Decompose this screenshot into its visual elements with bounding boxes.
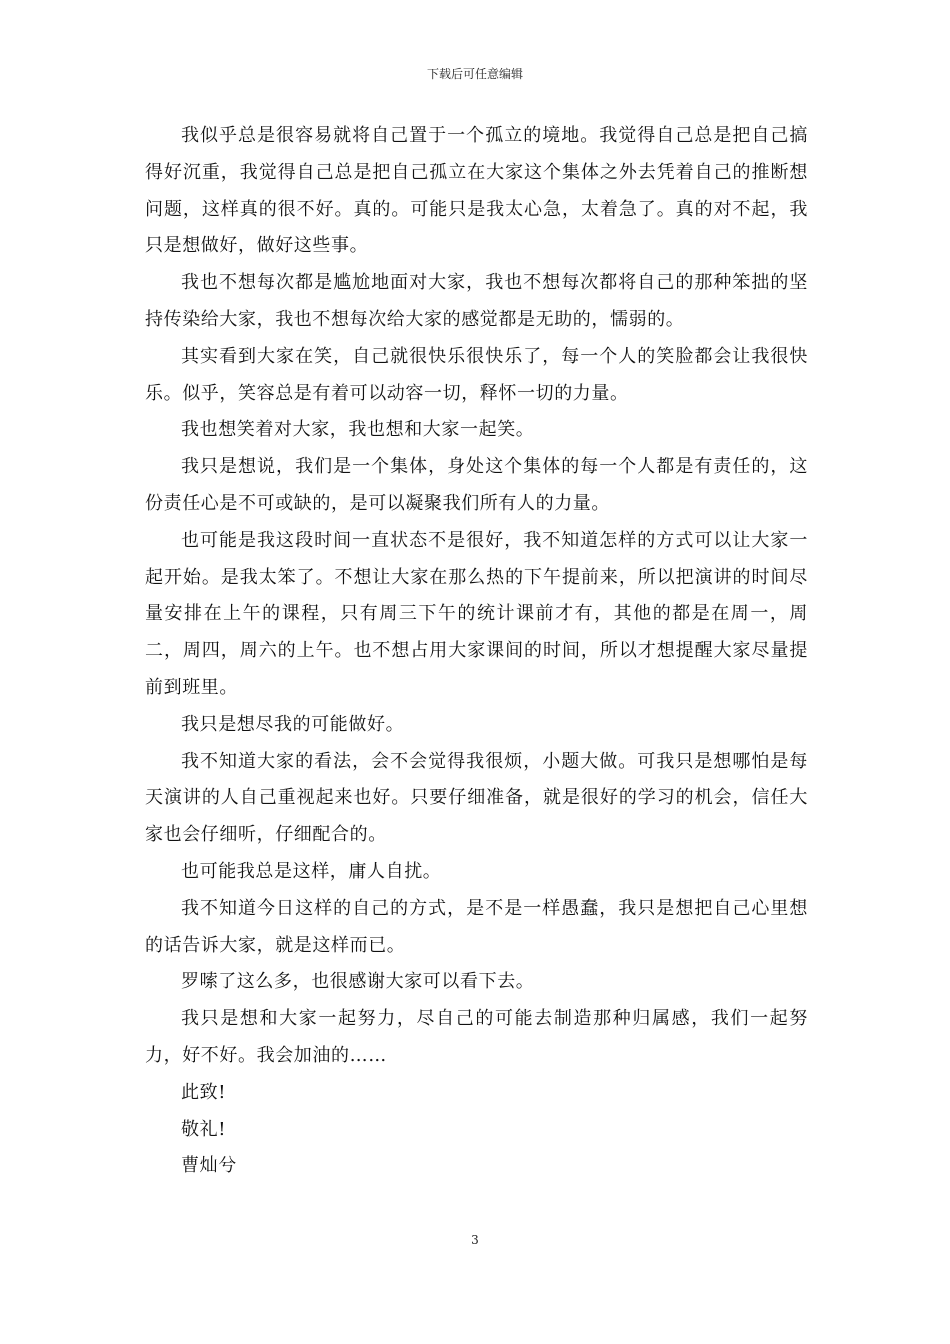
signature-name: 曹灿兮 bbox=[181, 1155, 237, 1177]
paragraph: 我只是想尽我的可能做好。 bbox=[181, 713, 405, 735]
paragraph: 也可能是我这段时间一直状态不是很好，我不知道怎样的方式可以让大家一起开始。是我太笨了。不想让大家在那么热的下午提前来，所以把演讲的时间尽量安排在上午的课程，只有周三下午的统计课前才有，其他的都是在周一，周二，周四，周六的上午。也不想占用大家课间的时间，所以才想提醒大家尽量提前到班里。 bbox=[145, 529, 808, 698]
page-header: 下载后可任意编辑 bbox=[426, 67, 523, 81]
closing-salutation: 此致! bbox=[181, 1081, 227, 1103]
paragraph: 我只是想说，我们是一个集体，身处这个集体的每一个人都是有责任的，这份责任心是不可或缺的，是可以凝聚我们所有人的力量。 bbox=[145, 456, 808, 514]
page-number: 3 bbox=[471, 1233, 479, 1247]
paragraph: 我也想笑着对大家，我也想和大家一起笑。 bbox=[181, 419, 535, 441]
paragraph: 我不知道今日这样的自己的方式，是不是一样愚蠢，我只是想把自己心里想的话告诉大家，就是这样而已。 bbox=[145, 897, 808, 956]
paragraph: 我只是想和大家一起努力，尽自己的可能去制造那种归属感，我们一起努力，好不好。我会加油的…… bbox=[145, 1008, 808, 1066]
paragraph: 其实看到大家在笑，自己就很快乐很快乐了，每一个人的笑脸都会让我很快乐。似乎，笑容总是有着可以动容一切，释怀一切的力量。 bbox=[145, 345, 808, 404]
paragraph: 我也不想每次都是尴尬地面对大家，我也不想每次都将自己的那种笨拙的坚持传染给大家，我也不想每次给大家的感觉都是无助的，懦弱的。 bbox=[145, 272, 808, 330]
paragraph: 我似乎总是很容易就将自己置于一个孤立的境地。我觉得自己总是把自己搞得好沉重，我觉得自己总是把自己孤立在大家这个集体之外去凭着自己的推断想问题，这样真的很不好。真的。可能只是我太心急，太着急了。真的对不起，我只是想做好，做好这些事。 bbox=[145, 125, 808, 257]
paragraph: 罗嗦了这么多，也很感谢大家可以看下去。 bbox=[181, 971, 535, 993]
document-body bbox=[145, 118, 808, 1185]
paragraph: 也可能我总是这样，庸人自扰。 bbox=[181, 860, 442, 882]
closing-regards: 敬礼! bbox=[181, 1118, 227, 1140]
paragraph: 我不知道大家的看法，会不会觉得我很烦，小题大做。可我只是想哪怕是每天演讲的人自己重视起来也好。只要仔细准备，就是很好的学习的机会，信任大家也会仔细听，仔细配合的。 bbox=[145, 750, 808, 846]
